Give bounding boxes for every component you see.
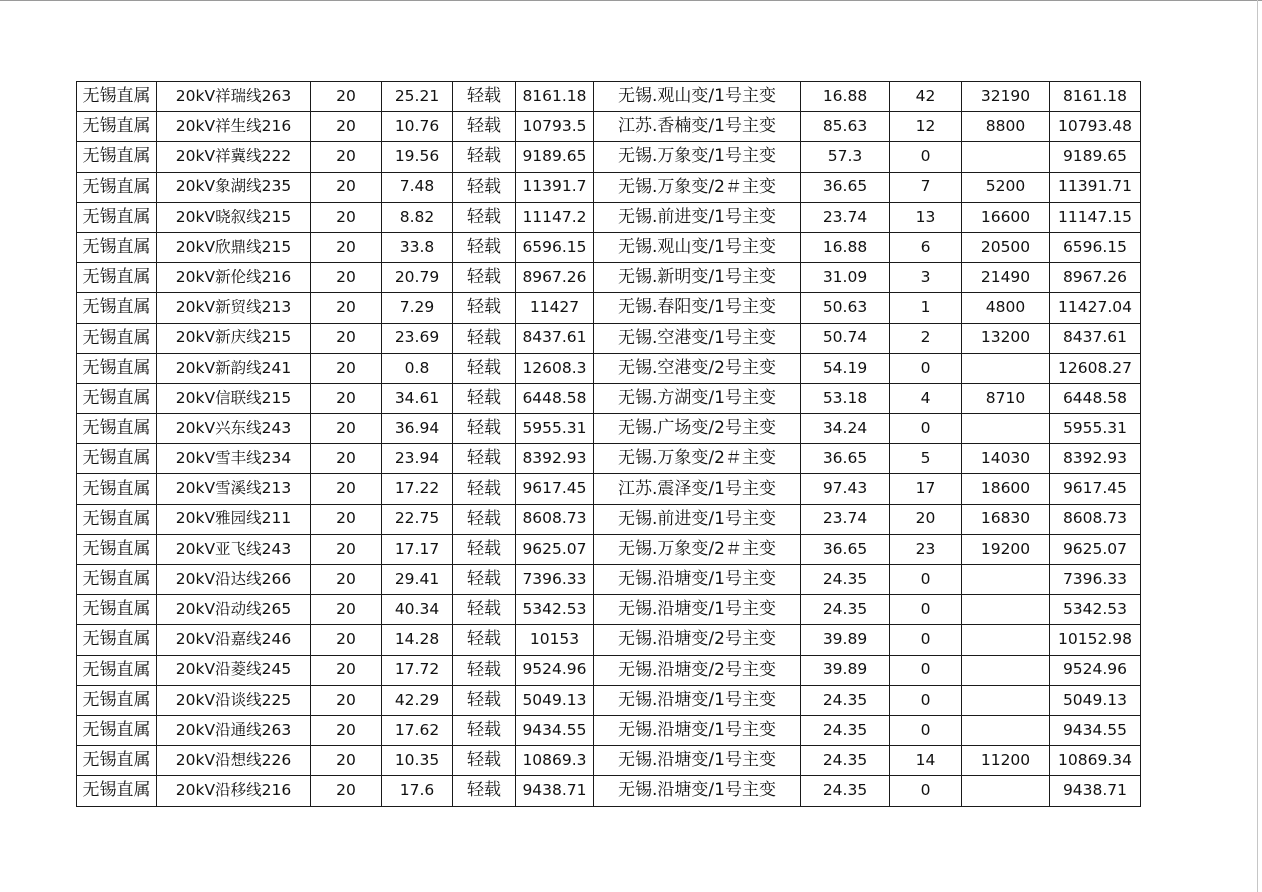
capacity-cell[interactable]: 12608.3 xyxy=(516,353,594,383)
load-rate-cell[interactable]: 7.29 xyxy=(382,293,453,323)
total-cell[interactable]: 8392.93 xyxy=(1050,444,1141,474)
table-row xyxy=(77,414,1141,444)
value-cell[interactable]: 20500 xyxy=(962,232,1050,262)
total-cell[interactable]: 9625.07 xyxy=(1050,534,1141,564)
transformer-load-rate-cell[interactable]: 97.43 xyxy=(801,474,890,504)
total-cell[interactable]: 9438.71 xyxy=(1050,776,1141,806)
status-cell[interactable]: 轻载 xyxy=(453,625,516,655)
voltage-cell[interactable]: 20 xyxy=(311,232,382,262)
capacity-cell[interactable]: 6596.15 xyxy=(516,232,594,262)
total-cell[interactable]: 11391.71 xyxy=(1050,172,1141,202)
transformer-load-rate-cell[interactable]: 24.35 xyxy=(801,715,890,745)
feeder-line-cell[interactable]: 20kV雪丰线234 xyxy=(157,444,311,474)
table-row xyxy=(77,142,1141,172)
table-row xyxy=(77,444,1141,474)
transformer-load-rate-cell[interactable]: 85.63 xyxy=(801,112,890,142)
company-cell[interactable]: 无锡直属 xyxy=(77,383,157,413)
substation-transformer-cell[interactable]: 无锡.观山变/1号主变 xyxy=(594,82,801,112)
company-cell[interactable]: 无锡直属 xyxy=(77,232,157,262)
count-cell[interactable]: 17 xyxy=(890,474,962,504)
load-rate-cell[interactable]: 40.34 xyxy=(382,595,453,625)
load-rate-cell[interactable]: 36.94 xyxy=(382,414,453,444)
status-cell[interactable]: 轻载 xyxy=(453,82,516,112)
voltage-cell[interactable]: 20 xyxy=(311,383,382,413)
capacity-cell[interactable]: 8161.18 xyxy=(516,82,594,112)
value-cell[interactable]: 18600 xyxy=(962,474,1050,504)
feeder-line-cell[interactable]: 20kV新韵线241 xyxy=(157,353,311,383)
total-cell[interactable]: 10152.98 xyxy=(1050,625,1141,655)
status-cell[interactable]: 轻载 xyxy=(453,293,516,323)
feeder-load-table xyxy=(76,81,1141,807)
capacity-cell[interactable]: 8437.61 xyxy=(516,323,594,353)
total-cell[interactable]: 8967.26 xyxy=(1050,263,1141,293)
load-rate-cell[interactable]: 10.35 xyxy=(382,746,453,776)
value-cell[interactable]: 21490 xyxy=(962,263,1050,293)
table-row xyxy=(77,323,1141,353)
load-rate-cell[interactable]: 42.29 xyxy=(382,685,453,715)
count-cell[interactable]: 0 xyxy=(890,565,962,595)
load-rate-cell[interactable]: 0.8 xyxy=(382,353,453,383)
table-row xyxy=(77,746,1141,776)
value-cell[interactable]: 8800 xyxy=(962,112,1050,142)
transformer-load-rate-cell[interactable]: 23.74 xyxy=(801,504,890,534)
company-cell[interactable]: 无锡直属 xyxy=(77,776,157,806)
feeder-line-cell[interactable]: 20kV沿达线266 xyxy=(157,565,311,595)
value-cell[interactable]: 14030 xyxy=(962,444,1050,474)
status-cell[interactable]: 轻载 xyxy=(453,263,516,293)
load-rate-cell[interactable]: 22.75 xyxy=(382,504,453,534)
total-cell[interactable]: 8608.73 xyxy=(1050,504,1141,534)
transformer-load-rate-cell[interactable]: 36.65 xyxy=(801,534,890,564)
total-cell[interactable]: 6448.58 xyxy=(1050,383,1141,413)
transformer-load-rate-cell[interactable]: 23.74 xyxy=(801,202,890,232)
substation-transformer-cell[interactable]: 无锡.前进变/1号主变 xyxy=(594,202,801,232)
count-cell[interactable]: 0 xyxy=(890,625,962,655)
substation-transformer-cell[interactable]: 无锡.空港变/2号主变 xyxy=(594,353,801,383)
substation-transformer-cell[interactable]: 无锡.沿塘变/1号主变 xyxy=(594,776,801,806)
value-cell[interactable] xyxy=(962,414,1050,444)
feeder-line-cell[interactable]: 20kV象湖线235 xyxy=(157,172,311,202)
capacity-cell[interactable]: 8967.26 xyxy=(516,263,594,293)
count-cell[interactable]: 0 xyxy=(890,414,962,444)
voltage-cell[interactable]: 20 xyxy=(311,776,382,806)
substation-transformer-cell[interactable]: 无锡.春阳变/1号主变 xyxy=(594,293,801,323)
company-cell[interactable]: 无锡直属 xyxy=(77,685,157,715)
count-cell[interactable]: 0 xyxy=(890,715,962,745)
company-cell[interactable]: 无锡直属 xyxy=(77,655,157,685)
company-cell[interactable]: 无锡直属 xyxy=(77,112,157,142)
value-cell[interactable] xyxy=(962,353,1050,383)
value-cell[interactable]: 13200 xyxy=(962,323,1050,353)
substation-transformer-cell[interactable]: 无锡.沿塘变/1号主变 xyxy=(594,565,801,595)
total-cell[interactable]: 9617.45 xyxy=(1050,474,1141,504)
transformer-load-rate-cell[interactable]: 53.18 xyxy=(801,383,890,413)
count-cell[interactable]: 0 xyxy=(890,142,962,172)
table-row xyxy=(77,474,1141,504)
load-rate-cell[interactable]: 17.6 xyxy=(382,776,453,806)
count-cell[interactable]: 7 xyxy=(890,172,962,202)
voltage-cell[interactable]: 20 xyxy=(311,534,382,564)
capacity-cell[interactable]: 9617.45 xyxy=(516,474,594,504)
feeder-line-cell[interactable]: 20kV晓叙线215 xyxy=(157,202,311,232)
total-cell[interactable]: 10869.34 xyxy=(1050,746,1141,776)
count-cell[interactable]: 2 xyxy=(890,323,962,353)
total-cell[interactable]: 8437.61 xyxy=(1050,323,1141,353)
company-cell[interactable]: 无锡直属 xyxy=(77,414,157,444)
table-row xyxy=(77,353,1141,383)
company-cell[interactable]: 无锡直属 xyxy=(77,323,157,353)
capacity-cell[interactable]: 11147.2 xyxy=(516,202,594,232)
voltage-cell[interactable]: 20 xyxy=(311,414,382,444)
voltage-cell[interactable]: 20 xyxy=(311,323,382,353)
company-cell[interactable]: 无锡直属 xyxy=(77,746,157,776)
count-cell[interactable]: 0 xyxy=(890,655,962,685)
feeder-line-cell[interactable]: 20kV沿动线265 xyxy=(157,595,311,625)
status-cell[interactable]: 轻载 xyxy=(453,202,516,232)
status-cell[interactable]: 轻载 xyxy=(453,534,516,564)
status-cell[interactable]: 轻载 xyxy=(453,414,516,444)
value-cell[interactable]: 11200 xyxy=(962,746,1050,776)
load-rate-cell[interactable]: 25.21 xyxy=(382,82,453,112)
table-row xyxy=(77,232,1141,262)
table-row xyxy=(77,172,1141,202)
value-cell[interactable] xyxy=(962,655,1050,685)
substation-transformer-cell[interactable]: 无锡.万象变/2＃主变 xyxy=(594,534,801,564)
transformer-load-rate-cell[interactable]: 24.35 xyxy=(801,685,890,715)
value-cell[interactable] xyxy=(962,776,1050,806)
load-rate-cell[interactable]: 17.22 xyxy=(382,474,453,504)
total-cell[interactable]: 5955.31 xyxy=(1050,414,1141,444)
value-cell[interactable] xyxy=(962,715,1050,745)
count-cell[interactable]: 6 xyxy=(890,232,962,262)
status-cell[interactable]: 轻载 xyxy=(453,504,516,534)
voltage-cell[interactable]: 20 xyxy=(311,715,382,745)
voltage-cell[interactable]: 20 xyxy=(311,685,382,715)
total-cell[interactable]: 9434.55 xyxy=(1050,715,1141,745)
company-cell[interactable]: 无锡直属 xyxy=(77,565,157,595)
voltage-cell[interactable]: 20 xyxy=(311,625,382,655)
value-cell[interactable] xyxy=(962,595,1050,625)
status-cell[interactable]: 轻载 xyxy=(453,685,516,715)
capacity-cell[interactable]: 5049.13 xyxy=(516,685,594,715)
value-cell[interactable]: 8710 xyxy=(962,383,1050,413)
total-cell[interactable]: 9524.96 xyxy=(1050,655,1141,685)
voltage-cell[interactable]: 20 xyxy=(311,746,382,776)
feeder-line-cell[interactable]: 20kV祥生线216 xyxy=(157,112,311,142)
transformer-load-rate-cell[interactable]: 36.65 xyxy=(801,444,890,474)
transformer-load-rate-cell[interactable]: 57.3 xyxy=(801,142,890,172)
substation-transformer-cell[interactable]: 无锡.沿塘变/2号主变 xyxy=(594,655,801,685)
substation-transformer-cell[interactable]: 无锡.新明变/1号主变 xyxy=(594,263,801,293)
total-cell[interactable]: 5049.13 xyxy=(1050,685,1141,715)
load-rate-cell[interactable]: 23.94 xyxy=(382,444,453,474)
feeder-line-cell[interactable]: 20kV雅园线211 xyxy=(157,504,311,534)
status-cell[interactable]: 轻载 xyxy=(453,323,516,353)
substation-transformer-cell[interactable]: 无锡.空港变/1号主变 xyxy=(594,323,801,353)
company-cell[interactable]: 无锡直属 xyxy=(77,534,157,564)
feeder-line-cell[interactable]: 20kV沿移线216 xyxy=(157,776,311,806)
feeder-line-cell[interactable]: 20kV亚飞线243 xyxy=(157,534,311,564)
value-cell[interactable]: 19200 xyxy=(962,534,1050,564)
table-row xyxy=(77,202,1141,232)
table-row xyxy=(77,685,1141,715)
substation-transformer-cell[interactable]: 无锡.观山变/1号主变 xyxy=(594,232,801,262)
page-right-border xyxy=(1257,0,1258,892)
capacity-cell[interactable]: 10793.5 xyxy=(516,112,594,142)
load-rate-cell[interactable]: 14.28 xyxy=(382,625,453,655)
load-rate-cell[interactable]: 10.76 xyxy=(382,112,453,142)
capacity-cell[interactable]: 5955.31 xyxy=(516,414,594,444)
substation-transformer-cell[interactable]: 无锡.广场变/2号主变 xyxy=(594,414,801,444)
company-cell[interactable]: 无锡直属 xyxy=(77,444,157,474)
voltage-cell[interactable]: 20 xyxy=(311,504,382,534)
count-cell[interactable]: 13 xyxy=(890,202,962,232)
capacity-cell[interactable]: 8608.73 xyxy=(516,504,594,534)
voltage-cell[interactable]: 20 xyxy=(311,142,382,172)
substation-transformer-cell[interactable]: 无锡.沿塘变/1号主变 xyxy=(594,746,801,776)
value-cell[interactable]: 16600 xyxy=(962,202,1050,232)
total-cell[interactable]: 11147.15 xyxy=(1050,202,1141,232)
substation-transformer-cell[interactable]: 江苏.香楠变/1号主变 xyxy=(594,112,801,142)
voltage-cell[interactable]: 20 xyxy=(311,82,382,112)
status-cell[interactable]: 轻载 xyxy=(453,112,516,142)
page-top-border xyxy=(0,0,1262,1)
feeder-line-cell[interactable]: 20kV沿谈线225 xyxy=(157,685,311,715)
substation-transformer-cell[interactable]: 江苏.震泽变/1号主变 xyxy=(594,474,801,504)
transformer-load-rate-cell[interactable]: 39.89 xyxy=(801,655,890,685)
feeder-line-cell[interactable]: 20kV沿通线263 xyxy=(157,715,311,745)
load-rate-cell[interactable]: 17.72 xyxy=(382,655,453,685)
count-cell[interactable]: 0 xyxy=(890,685,962,715)
count-cell[interactable]: 4 xyxy=(890,383,962,413)
feeder-line-cell[interactable]: 20kV新伦线216 xyxy=(157,263,311,293)
value-cell[interactable] xyxy=(962,142,1050,172)
count-cell[interactable]: 0 xyxy=(890,776,962,806)
company-cell[interactable]: 无锡直属 xyxy=(77,595,157,625)
load-rate-cell[interactable]: 17.17 xyxy=(382,534,453,564)
load-rate-cell[interactable]: 23.69 xyxy=(382,323,453,353)
load-rate-cell[interactable]: 20.79 xyxy=(382,263,453,293)
status-cell[interactable]: 轻载 xyxy=(453,444,516,474)
voltage-cell[interactable]: 20 xyxy=(311,172,382,202)
voltage-cell[interactable]: 20 xyxy=(311,595,382,625)
value-cell[interactable]: 32190 xyxy=(962,82,1050,112)
transformer-load-rate-cell[interactable]: 54.19 xyxy=(801,353,890,383)
count-cell[interactable]: 0 xyxy=(890,353,962,383)
total-cell[interactable]: 11427.04 xyxy=(1050,293,1141,323)
feeder-line-cell[interactable]: 20kV信联线215 xyxy=(157,383,311,413)
load-rate-cell[interactable]: 33.8 xyxy=(382,232,453,262)
transformer-load-rate-cell[interactable]: 36.65 xyxy=(801,172,890,202)
capacity-cell[interactable]: 7396.33 xyxy=(516,565,594,595)
table-row xyxy=(77,565,1141,595)
count-cell[interactable]: 42 xyxy=(890,82,962,112)
count-cell[interactable]: 12 xyxy=(890,112,962,142)
voltage-cell[interactable]: 20 xyxy=(311,565,382,595)
voltage-cell[interactable]: 20 xyxy=(311,655,382,685)
substation-transformer-cell[interactable]: 无锡.沿塘变/1号主变 xyxy=(594,685,801,715)
capacity-cell[interactable]: 6448.58 xyxy=(516,383,594,413)
transformer-load-rate-cell[interactable]: 50.74 xyxy=(801,323,890,353)
status-cell[interactable]: 轻载 xyxy=(453,353,516,383)
substation-transformer-cell[interactable]: 无锡.方湖变/1号主变 xyxy=(594,383,801,413)
status-cell[interactable]: 轻载 xyxy=(453,172,516,202)
total-cell[interactable]: 10793.48 xyxy=(1050,112,1141,142)
table-row xyxy=(77,82,1141,112)
status-cell[interactable]: 轻载 xyxy=(453,776,516,806)
total-cell[interactable]: 12608.27 xyxy=(1050,353,1141,383)
load-rate-cell[interactable]: 17.62 xyxy=(382,715,453,745)
transformer-load-rate-cell[interactable]: 16.88 xyxy=(801,232,890,262)
transformer-load-rate-cell[interactable]: 50.63 xyxy=(801,293,890,323)
load-rate-cell[interactable]: 34.61 xyxy=(382,383,453,413)
capacity-cell[interactable]: 10869.3 xyxy=(516,746,594,776)
voltage-cell[interactable]: 20 xyxy=(311,444,382,474)
table-row xyxy=(77,776,1141,806)
table-row xyxy=(77,595,1141,625)
status-cell[interactable]: 轻载 xyxy=(453,232,516,262)
total-cell[interactable]: 7396.33 xyxy=(1050,565,1141,595)
voltage-cell[interactable]: 20 xyxy=(311,263,382,293)
status-cell[interactable]: 轻载 xyxy=(453,383,516,413)
company-cell[interactable]: 无锡直属 xyxy=(77,172,157,202)
capacity-cell[interactable]: 9625.07 xyxy=(516,534,594,564)
count-cell[interactable]: 0 xyxy=(890,595,962,625)
status-cell[interactable]: 轻载 xyxy=(453,565,516,595)
count-cell[interactable]: 1 xyxy=(890,293,962,323)
table-row xyxy=(77,534,1141,564)
table-row xyxy=(77,263,1141,293)
voltage-cell[interactable]: 20 xyxy=(311,202,382,232)
feeder-line-cell[interactable]: 20kV沿想线226 xyxy=(157,746,311,776)
feeder-line-cell[interactable]: 20kV兴东线243 xyxy=(157,414,311,444)
substation-transformer-cell[interactable]: 无锡.万象变/1号主变 xyxy=(594,142,801,172)
capacity-cell[interactable]: 8392.93 xyxy=(516,444,594,474)
capacity-cell[interactable]: 5342.53 xyxy=(516,595,594,625)
value-cell[interactable]: 4800 xyxy=(962,293,1050,323)
company-cell[interactable]: 无锡直属 xyxy=(77,715,157,745)
value-cell[interactable]: 5200 xyxy=(962,172,1050,202)
load-rate-cell[interactable]: 8.82 xyxy=(382,202,453,232)
company-cell[interactable]: 无锡直属 xyxy=(77,82,157,112)
transformer-load-rate-cell[interactable]: 39.89 xyxy=(801,625,890,655)
table-row xyxy=(77,504,1141,534)
transformer-load-rate-cell[interactable]: 24.35 xyxy=(801,746,890,776)
company-cell[interactable]: 无锡直属 xyxy=(77,625,157,655)
transformer-load-rate-cell[interactable]: 24.35 xyxy=(801,776,890,806)
voltage-cell[interactable]: 20 xyxy=(311,353,382,383)
transformer-load-rate-cell[interactable]: 16.88 xyxy=(801,82,890,112)
company-cell[interactable]: 无锡直属 xyxy=(77,504,157,534)
table-row xyxy=(77,383,1141,413)
company-cell[interactable]: 无锡直属 xyxy=(77,474,157,504)
transformer-load-rate-cell[interactable]: 31.09 xyxy=(801,263,890,293)
value-cell[interactable] xyxy=(962,625,1050,655)
table-row xyxy=(77,293,1141,323)
status-cell[interactable]: 轻载 xyxy=(453,595,516,625)
capacity-cell[interactable]: 10153 xyxy=(516,625,594,655)
company-cell[interactable]: 无锡直属 xyxy=(77,293,157,323)
feeder-line-cell[interactable]: 20kV雪溪线213 xyxy=(157,474,311,504)
table-row xyxy=(77,715,1141,745)
capacity-cell[interactable]: 11427 xyxy=(516,293,594,323)
table-body xyxy=(77,82,1141,807)
count-cell[interactable]: 23 xyxy=(890,534,962,564)
feeder-line-cell[interactable]: 20kV欣鼎线215 xyxy=(157,232,311,262)
capacity-cell[interactable]: 9189.65 xyxy=(516,142,594,172)
transformer-load-rate-cell[interactable]: 24.35 xyxy=(801,595,890,625)
table-row xyxy=(77,625,1141,655)
feeder-line-cell[interactable]: 20kV祥瑞线263 xyxy=(157,82,311,112)
status-cell[interactable]: 轻载 xyxy=(453,655,516,685)
company-cell[interactable]: 无锡直属 xyxy=(77,353,157,383)
transformer-load-rate-cell[interactable]: 34.24 xyxy=(801,414,890,444)
value-cell[interactable] xyxy=(962,685,1050,715)
total-cell[interactable]: 5342.53 xyxy=(1050,595,1141,625)
feeder-line-cell[interactable]: 20kV新庆线215 xyxy=(157,323,311,353)
count-cell[interactable]: 20 xyxy=(890,504,962,534)
feeder-line-cell[interactable]: 20kV祥冀线222 xyxy=(157,142,311,172)
table-row xyxy=(77,655,1141,685)
feeder-line-cell[interactable]: 20kV沿菱线245 xyxy=(157,655,311,685)
substation-transformer-cell[interactable]: 无锡.沿塘变/1号主变 xyxy=(594,715,801,745)
voltage-cell[interactable]: 20 xyxy=(311,293,382,323)
voltage-cell[interactable]: 20 xyxy=(311,474,382,504)
total-cell[interactable]: 6596.15 xyxy=(1050,232,1141,262)
company-cell[interactable]: 无锡直属 xyxy=(77,202,157,232)
capacity-cell[interactable]: 9438.71 xyxy=(516,776,594,806)
count-cell[interactable]: 14 xyxy=(890,746,962,776)
status-cell[interactable]: 轻载 xyxy=(453,474,516,504)
table-row xyxy=(77,112,1141,142)
substation-transformer-cell[interactable]: 无锡.沿塘变/2号主变 xyxy=(594,625,801,655)
load-rate-cell[interactable]: 7.48 xyxy=(382,172,453,202)
company-cell[interactable]: 无锡直属 xyxy=(77,142,157,172)
value-cell[interactable] xyxy=(962,565,1050,595)
total-cell[interactable]: 9189.65 xyxy=(1050,142,1141,172)
load-rate-cell[interactable]: 29.41 xyxy=(382,565,453,595)
status-cell[interactable]: 轻载 xyxy=(453,142,516,172)
status-cell[interactable]: 轻载 xyxy=(453,715,516,745)
voltage-cell[interactable]: 20 xyxy=(311,112,382,142)
substation-transformer-cell[interactable]: 无锡.沿塘变/1号主变 xyxy=(594,595,801,625)
count-cell[interactable]: 3 xyxy=(890,263,962,293)
value-cell[interactable]: 16830 xyxy=(962,504,1050,534)
capacity-cell[interactable]: 9434.55 xyxy=(516,715,594,745)
company-cell[interactable]: 无锡直属 xyxy=(77,263,157,293)
capacity-cell[interactable]: 9524.96 xyxy=(516,655,594,685)
substation-transformer-cell[interactable]: 无锡.万象变/2＃主变 xyxy=(594,444,801,474)
count-cell[interactable]: 5 xyxy=(890,444,962,474)
feeder-line-cell[interactable]: 20kV新贸线213 xyxy=(157,293,311,323)
transformer-load-rate-cell[interactable]: 24.35 xyxy=(801,565,890,595)
substation-transformer-cell[interactable]: 无锡.前进变/1号主变 xyxy=(594,504,801,534)
total-cell[interactable]: 8161.18 xyxy=(1050,82,1141,112)
load-rate-cell[interactable]: 19.56 xyxy=(382,142,453,172)
capacity-cell[interactable]: 11391.7 xyxy=(516,172,594,202)
substation-transformer-cell[interactable]: 无锡.万象变/2＃主变 xyxy=(594,172,801,202)
status-cell[interactable]: 轻载 xyxy=(453,746,516,776)
feeder-line-cell[interactable]: 20kV沿嘉线246 xyxy=(157,625,311,655)
